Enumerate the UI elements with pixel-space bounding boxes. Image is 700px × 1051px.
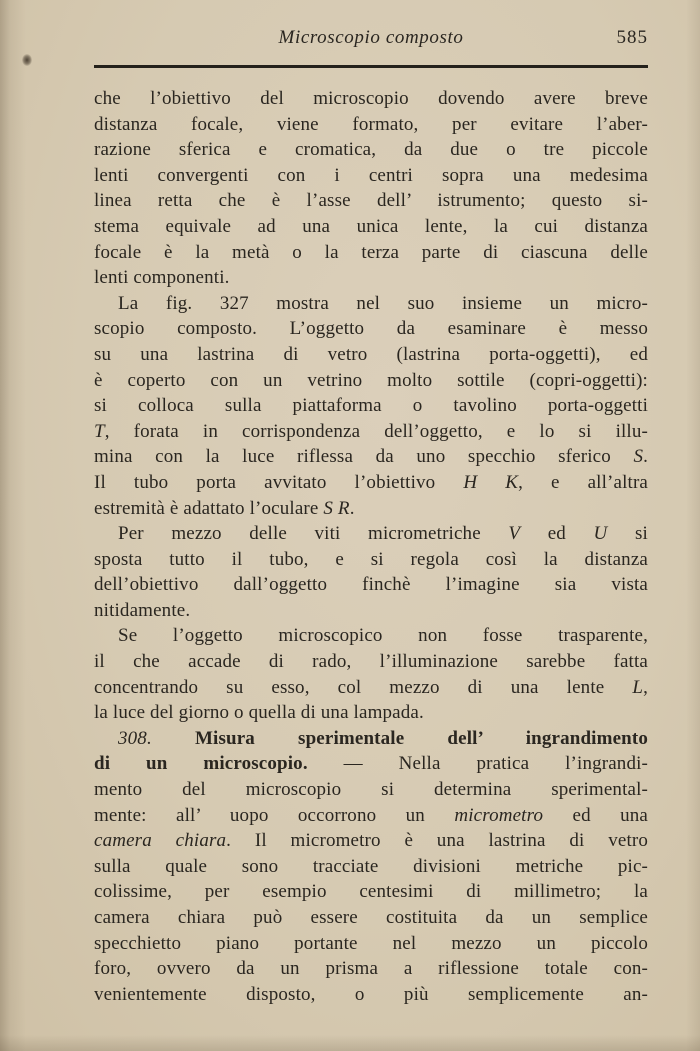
text-run: S R [323,497,350,519]
text-run: ed [520,523,594,545]
text-run: è coperto con un vetrino molto sottile (copri-oggetti): [94,369,648,391]
text-line [94,496,648,522]
text-run: razione sferica e cromatica, da due o tre piccole [94,139,648,161]
text-run: sposta tutto il tubo, e si regola così la distanza [94,548,648,570]
text-line [94,265,648,291]
text-line [94,163,648,189]
text-run: , [643,676,648,698]
text-line [94,316,648,342]
text-run: scopio composto. L’oggetto da esaminare è messo [94,318,648,340]
page-header [94,26,648,52]
text-run: sulla quale sono tracciate divisioni metriche pic- [94,855,648,877]
text-run: il che accade di rado, l’illuminazione sarebbe fatta [94,651,648,673]
text-line [94,905,648,931]
text-run: . [643,446,648,468]
text-line [94,598,648,624]
running-title: Microscopio composto [278,27,464,48]
text-run: mente: all’ uopo occorrono un [94,804,455,826]
text-line [94,982,648,1008]
text-line [94,342,648,368]
text-line [94,214,648,240]
text-run: concentrando su esso, col mezzo di una lente [94,676,633,698]
text-run: Il tubo porta avvitato l’obiettivo [94,471,464,493]
text-line [94,956,648,982]
text-line [94,86,648,112]
text-run: camera chiara [94,830,227,852]
text-run: dell’obiettivo dall’oggetto finchè l’imagine sia vista [94,574,648,596]
text-run: camera chiara può essere costituita da un semplice [94,907,648,928]
text-run: L [632,676,644,698]
text-run: U [593,523,608,545]
text-run: Per mezzo delle viti micrometriche [118,523,509,545]
text-run: — Nella pratica l’ingrandi- [307,753,649,775]
text-run: stema equivale ad una unica lente, la cui distanza [94,215,648,237]
text-run: ed una [543,804,648,826]
text-run: si colloca sulla piattaforma o tavolino porta-oggetti [94,395,648,417]
text-run: distanza focale, viene formato, per evitare l’aber- [94,113,648,135]
text-run: lenti convergenti con i centri sopra una medesima [94,164,648,186]
text-run: T [94,420,105,442]
text-run: Se l’oggetto microscopico non fosse trasparente, [118,625,648,647]
text-line [94,623,648,649]
header-rule [94,65,648,68]
text-line [94,828,648,854]
text-line [94,368,648,394]
text-run: nitidamente. [94,599,191,621]
text-line [94,291,648,317]
text-run: . Il micrometro è una lastrina di vetro [226,830,648,852]
text-run: si [607,523,648,545]
text-line [94,470,648,496]
ink-blemish [22,54,32,66]
text-run: foro, ovvero da un prisma a riflessione totale con- [94,958,648,980]
text-run [152,728,195,749]
text-line [94,419,648,445]
text-run: mina con la luce riflessa da uno specchio sferico [94,446,634,468]
text-line [94,675,648,701]
text-run: di un microscopio. [94,753,308,775]
text-run: venientemente disposto, o più semplicemente an- [94,983,648,1005]
text-line [94,444,648,470]
text-line [94,777,648,803]
text-run: 308. [118,727,152,749]
text-line [94,726,648,752]
text-line [94,112,648,138]
text-line [94,751,648,777]
text-run: che l’obiettivo del microscopio dovendo avere breve [94,88,648,109]
text-line [94,240,648,266]
text-line [94,521,648,547]
text-run: V [508,523,521,545]
text-line [94,879,648,905]
text-line [94,137,648,163]
text-run: focale è la metà o la terza parte di ciascuna delle [94,241,648,263]
text-run: linea retta che è l’asse dell’ istrumento; questo si- [94,190,648,212]
text-run: H K [463,471,519,493]
text-run: su una lastrina di vetro (lastrina porta-oggetti), ed [94,343,648,365]
text-run: . [349,497,355,519]
text-line [94,188,648,214]
text-line [94,393,648,419]
text-line [94,803,648,829]
text-run: , e all’altra [518,471,649,493]
text-line [94,572,648,598]
text-line [94,854,648,880]
text-line [94,547,648,573]
text-run: S [633,446,644,468]
text-line [94,649,648,675]
text-run: specchietto piano portante nel mezzo un piccolo [94,932,648,954]
text-run: colissime, per esempio centesimi di millimetro; la [94,881,648,903]
text-run: micrometro [454,804,544,826]
text-run: , forata in corrispondenza dell’oggetto, e lo si illu- [104,420,648,442]
text-run: Misura sperimentale dell’ ingrandimento [194,727,649,749]
page-number: 585 [616,27,648,48]
text-run: la luce del giorno o quella di una lampada. [94,702,424,724]
text-line [94,931,648,957]
text-run: lenti componenti. [94,267,230,289]
text-run: mento del microscopio si determina sperimental- [94,779,648,801]
text-line [94,700,648,726]
text-block [94,86,648,1007]
text-run: La fig. 327 mostra nel suo insieme un micro- [118,292,648,314]
text-run: estremità è adattato l’oculare [94,497,324,519]
